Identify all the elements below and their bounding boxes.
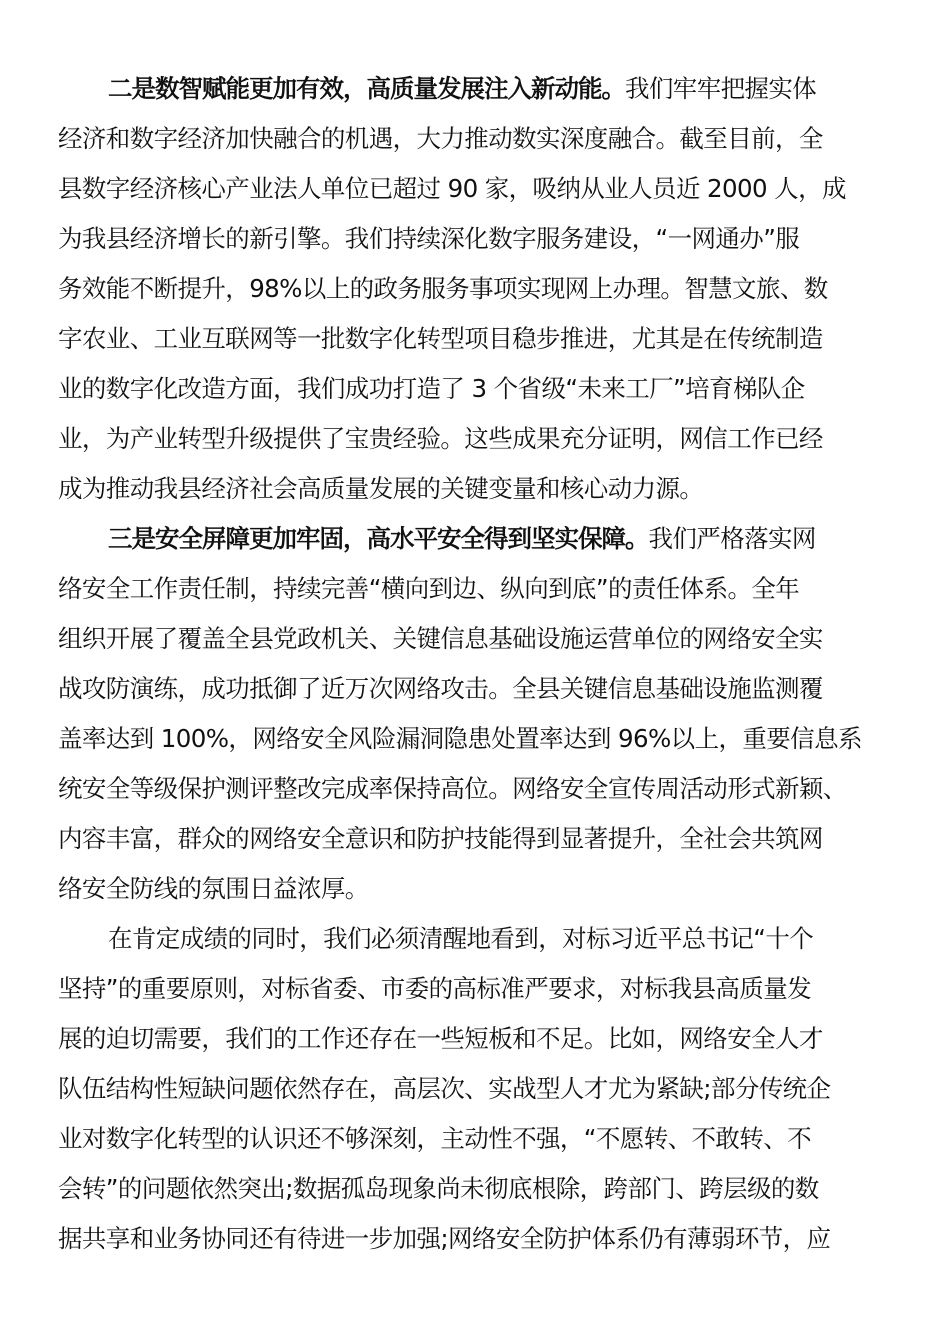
text-line: 坚持”的重要原则，对标省委、市委的高标准严要求，对标我县高质量发 bbox=[58, 974, 811, 1003]
text-line: 二是数智赋能更加有效，高质量发展注入新动能。我们牢牢把握实体 bbox=[108, 74, 817, 103]
text-line: 队伍结构性短缺问题依然存在，高层次、实战型人才尤为紧缺;部分传统企 bbox=[58, 1074, 831, 1103]
text-line: 战攻防演练，成功抵御了近万次网络攻击。全县关键信息基础设施监测覆 bbox=[58, 674, 823, 703]
text-line: 会转”的问题依然突出;数据孤岛现象尚未彻底根除，跨部门、跨层级的数 bbox=[58, 1174, 819, 1203]
text-line: 内容丰富，群众的网络安全意识和防护技能得到显著提升，全社会共筑网 bbox=[58, 824, 823, 853]
paragraph-lead-heading: 三是安全屏障更加牢固，高水平安全得到坚实保障。 bbox=[108, 524, 649, 553]
text-line: 务效能不断提升，98%以上的政务服务事项实现网上办理。智慧文旅、数 bbox=[58, 274, 828, 303]
paragraph-digital-empowerment bbox=[58, 64, 888, 514]
paragraph-lead-heading: 二是数智赋能更加有效，高质量发展注入新动能。 bbox=[108, 74, 625, 103]
text-line: 统安全等级保护测评整改完成率保持高位。网络安全宣传周活动形式新颖、 bbox=[58, 774, 847, 803]
text-line: 盖率达到 100%，网络安全风险漏洞隐患处置率达到 96%以上，重要信息系 bbox=[58, 724, 862, 753]
paragraph-shortcomings bbox=[58, 914, 888, 1264]
document-page bbox=[58, 64, 888, 1264]
text-line: 据共享和业务协同还有待进一步加强;网络安全防护体系仍有薄弱环节，应 bbox=[58, 1224, 831, 1253]
text-line: 络安全防线的氛围日益浓厚。 bbox=[58, 874, 369, 903]
text-line: 三是安全屏障更加牢固，高水平安全得到坚实保障。我们严格落实网 bbox=[108, 524, 816, 553]
paragraph-security-barrier bbox=[58, 514, 888, 914]
text-line: 县数字经济核心产业法人单位已超过 90 家，吸纳从业人员近 2000 人，成 bbox=[58, 174, 846, 203]
text-line: 展的迫切需要，我们的工作还存在一些短板和不足。比如，网络安全人才 bbox=[58, 1024, 823, 1053]
text-line: 络安全工作责任制，持续完善“横向到边、纵向到底”的责任体系。全年 bbox=[58, 574, 800, 603]
text-line: 为我县经济增长的新引擎。我们持续深化数字服务建设，“一网通办”服 bbox=[58, 224, 800, 253]
text-line: 业对数字化转型的认识还不够深刻，主动性不强，“不愿转、不敢转、不 bbox=[58, 1124, 811, 1153]
text-line: 组织开展了覆盖全县党政机关、关键信息基础设施运营单位的网络安全实 bbox=[58, 624, 823, 653]
text-line: 经济和数字经济加快融合的机遇，大力推动数实深度融合。截至目前，全 bbox=[58, 124, 823, 153]
text-line: 成为推动我县经济社会高质量发展的关键变量和核心动力源。 bbox=[58, 474, 704, 503]
text-line: 字农业、工业互联网等一批数字化转型项目稳步推进，尤其是在传统制造 bbox=[58, 324, 823, 353]
text-line: 在肯定成绩的同时，我们必须清醒地看到，对标习近平总书记“十个 bbox=[108, 924, 814, 953]
text-line: 业，为产业转型升级提供了宝贵经验。这些成果充分证明，网信工作已经 bbox=[58, 424, 823, 453]
text-line: 业的数字化改造方面，我们成功打造了 3 个省级“未来工厂”培育梯队企 bbox=[58, 374, 805, 403]
